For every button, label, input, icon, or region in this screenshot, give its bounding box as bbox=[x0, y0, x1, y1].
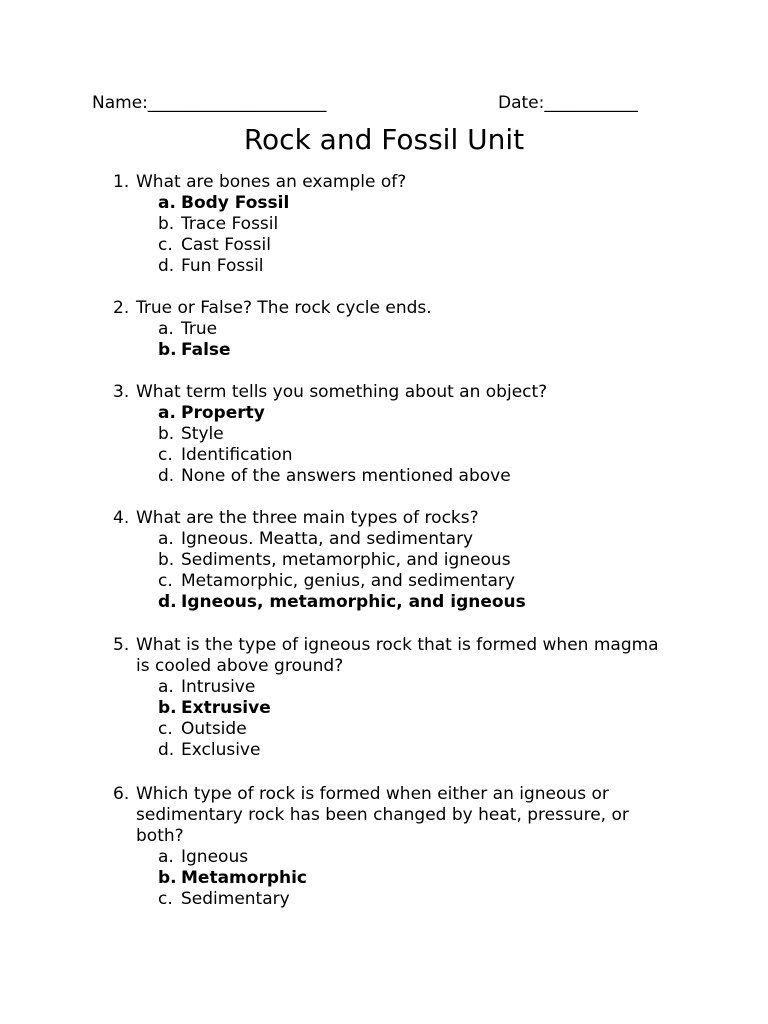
question-3 bbox=[0, 382, 768, 487]
question-2 bbox=[0, 298, 768, 361]
option-text: Trace Fossil bbox=[181, 214, 279, 234]
answer-option bbox=[0, 719, 768, 740]
option-letter: c. bbox=[158, 235, 173, 255]
option-letter: a. bbox=[158, 847, 174, 867]
question-number: 4. bbox=[113, 508, 130, 528]
option-letter: b. bbox=[158, 340, 177, 360]
option-letter: b. bbox=[158, 868, 177, 888]
option-text: Metamorphic bbox=[181, 868, 307, 888]
answer-option bbox=[0, 550, 768, 571]
answer-option-correct bbox=[0, 403, 768, 424]
answer-option bbox=[0, 529, 768, 550]
question-text-row bbox=[0, 298, 768, 319]
answer-option bbox=[0, 319, 768, 340]
answer-option-correct bbox=[0, 868, 768, 889]
answer-option bbox=[0, 740, 768, 761]
option-text: None of the answers mentioned above bbox=[181, 466, 511, 486]
name-field[interactable]: Name:_____________________ bbox=[92, 93, 327, 113]
option-text: Style bbox=[181, 424, 224, 444]
answer-option bbox=[0, 571, 768, 592]
option-text: Exclusive bbox=[181, 740, 261, 760]
question-text-row bbox=[0, 508, 768, 529]
option-text: Metamorphic, genius, and sedimentary bbox=[181, 571, 515, 591]
answer-option-correct bbox=[0, 698, 768, 719]
question-text: both? bbox=[136, 826, 184, 846]
option-text: Igneous. Meatta, and sedimentary bbox=[181, 529, 474, 549]
question-number: 2. bbox=[113, 298, 130, 318]
question-text-row bbox=[0, 784, 768, 805]
answer-option bbox=[0, 445, 768, 466]
option-text: Outside bbox=[181, 719, 247, 739]
answer-option bbox=[0, 889, 768, 910]
answer-option-correct bbox=[0, 592, 768, 613]
option-letter: a. bbox=[158, 677, 174, 697]
option-text: Sedimentary bbox=[181, 889, 290, 909]
option-text: Sediments, metamorphic, and igneous bbox=[181, 550, 511, 570]
question-text-row bbox=[0, 172, 768, 193]
question-text: What are bones an example of? bbox=[136, 172, 407, 192]
option-text: False bbox=[181, 340, 231, 360]
question-number: 3. bbox=[113, 382, 130, 402]
option-letter: a. bbox=[158, 529, 174, 549]
question-4 bbox=[0, 508, 768, 613]
option-letter: d. bbox=[158, 466, 175, 486]
option-text: True bbox=[181, 319, 218, 339]
question-5 bbox=[0, 635, 768, 761]
answer-option bbox=[0, 677, 768, 698]
option-letter: b. bbox=[158, 550, 175, 570]
option-letter: b. bbox=[158, 214, 175, 234]
question-text: sedimentary rock has been changed by heat, pressure, or bbox=[136, 805, 629, 825]
answer-option bbox=[0, 847, 768, 868]
question-number: 6. bbox=[113, 784, 130, 804]
question-text: What is the type of igneous rock that is formed when magma bbox=[136, 635, 659, 655]
question-text: is cooled above ground? bbox=[136, 656, 344, 676]
option-text: Igneous bbox=[181, 847, 249, 867]
question-1 bbox=[0, 172, 768, 277]
option-letter: b. bbox=[158, 424, 175, 444]
option-text: Property bbox=[181, 403, 265, 423]
date-field[interactable]: Date:___________ bbox=[498, 93, 638, 113]
question-text-row bbox=[0, 382, 768, 403]
question-number: 1. bbox=[113, 172, 130, 192]
page-title: Rock and Fossil Unit bbox=[243, 123, 525, 156]
question-text: Which type of rock is formed when either an igneous or bbox=[136, 784, 609, 804]
option-letter: a. bbox=[158, 403, 176, 423]
answer-option-correct bbox=[0, 340, 768, 361]
answer-option bbox=[0, 466, 768, 487]
option-letter: a. bbox=[158, 319, 174, 339]
option-text: Cast Fossil bbox=[181, 235, 271, 255]
answer-option bbox=[0, 256, 768, 277]
question-text: True or False? The rock cycle ends. bbox=[136, 298, 432, 318]
option-letter: d. bbox=[158, 592, 177, 612]
option-letter: b. bbox=[158, 698, 177, 718]
option-letter: c. bbox=[158, 445, 173, 465]
header-row bbox=[0, 93, 768, 117]
option-text: Fun Fossil bbox=[181, 256, 264, 276]
option-text: Extrusive bbox=[181, 698, 271, 718]
question-6 bbox=[0, 784, 768, 910]
answer-option-correct bbox=[0, 193, 768, 214]
option-text: Intrusive bbox=[181, 677, 256, 697]
question-text-row bbox=[0, 656, 768, 677]
question-text-row bbox=[0, 826, 768, 847]
option-text: Identification bbox=[181, 445, 293, 465]
question-text-row bbox=[0, 635, 768, 656]
question-text-row bbox=[0, 805, 768, 826]
answer-option bbox=[0, 235, 768, 256]
option-text: Body Fossil bbox=[181, 193, 290, 213]
option-letter: c. bbox=[158, 889, 173, 909]
option-text: Igneous, metamorphic, and igneous bbox=[181, 592, 526, 612]
answer-option bbox=[0, 424, 768, 445]
question-number: 5. bbox=[113, 635, 130, 655]
option-letter: a. bbox=[158, 193, 176, 213]
answer-option bbox=[0, 214, 768, 235]
question-text: What term tells you something about an object? bbox=[136, 382, 548, 402]
option-letter: c. bbox=[158, 571, 173, 591]
option-letter: d. bbox=[158, 256, 175, 276]
option-letter: d. bbox=[158, 740, 175, 760]
question-text: What are the three main types of rocks? bbox=[136, 508, 479, 528]
option-letter: c. bbox=[158, 719, 173, 739]
